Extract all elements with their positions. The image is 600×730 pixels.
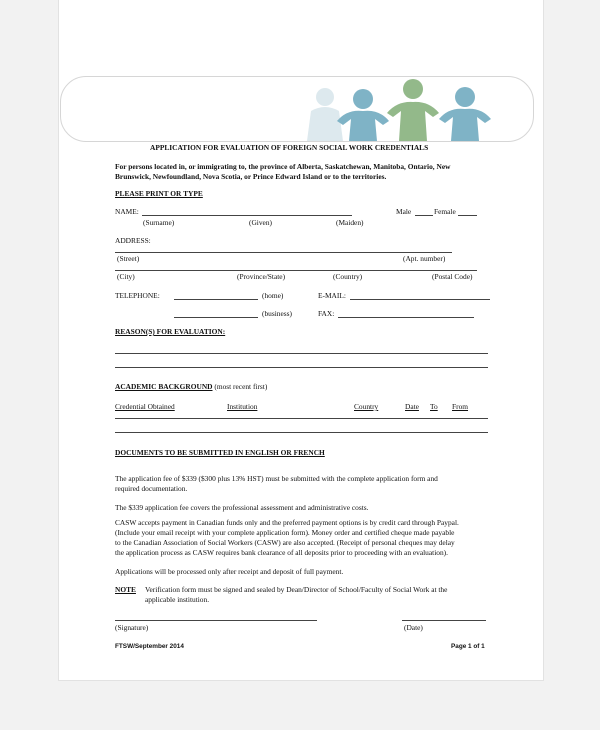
postal-caption: (Postal Code) bbox=[432, 272, 473, 281]
payment-line-3: to the Canadian Association of Social Workers (CASW) are also accepted. (Receipt of personal cheques may delay bbox=[115, 538, 455, 547]
male-label: Male bbox=[396, 207, 412, 216]
academic-heading: ACADEMIC BACKGROUND bbox=[115, 382, 213, 391]
given-caption: (Given) bbox=[249, 218, 272, 227]
signature-field[interactable] bbox=[115, 620, 317, 621]
academic-line-1[interactable] bbox=[115, 418, 488, 419]
people-logo-icon bbox=[61, 77, 533, 141]
print-heading: PLEASE PRINT OR TYPE bbox=[115, 189, 203, 198]
maiden-caption: (Maiden) bbox=[336, 218, 364, 227]
fax-field[interactable] bbox=[338, 317, 474, 318]
telephone-label: TELEPHONE: bbox=[115, 291, 160, 300]
street-field[interactable] bbox=[115, 252, 452, 253]
email-label: E-MAIL: bbox=[318, 291, 346, 300]
date-caption: (Date) bbox=[404, 623, 423, 632]
business-caption: (business) bbox=[262, 309, 292, 318]
col-institution: Institution bbox=[227, 402, 258, 411]
street-caption: (Street) bbox=[117, 254, 140, 263]
payment-line-4: the application process as CASW requires bank clearance of all deposits prior to proceeding with an evaluation). bbox=[115, 548, 448, 557]
fee-line-2: required documentation. bbox=[115, 484, 188, 493]
footer-left: FTSW/September 2014 bbox=[115, 643, 184, 650]
academic-heading-row bbox=[115, 382, 267, 392]
header-banner bbox=[60, 76, 534, 142]
intro-line-1: For persons located in, or immigrating to, the province of Alberta, Saskatchewan, Manitoba, Ontario, New bbox=[115, 162, 451, 171]
fax-label: FAX: bbox=[318, 309, 335, 318]
reasons-line-1[interactable] bbox=[115, 353, 488, 354]
date-field[interactable] bbox=[402, 620, 486, 621]
note-line-2: applicable institution. bbox=[145, 595, 210, 604]
name-field[interactable] bbox=[142, 215, 352, 216]
province-caption: (Province/State) bbox=[237, 272, 286, 281]
business-phone-field[interactable] bbox=[174, 317, 258, 318]
col-country: Country bbox=[354, 402, 379, 411]
footer-page-number: Page 1 of 1 bbox=[451, 643, 485, 650]
city-field[interactable] bbox=[115, 270, 477, 271]
fee-covers: The $339 application fee covers the professional assessment and administrative costs. bbox=[115, 503, 369, 512]
home-phone-field[interactable] bbox=[174, 299, 258, 300]
reasons-line-2[interactable] bbox=[115, 367, 488, 368]
blue-figure bbox=[337, 89, 389, 141]
fee-line-1: The application fee of $339 ($300 plus 13% HST) must be submitted with the complete application form and bbox=[115, 474, 438, 483]
intro-line-2: Brunswick, Newfoundland, Nova Scotia, or Prince Edward Island or to the territories. bbox=[115, 172, 387, 181]
reasons-heading: REASON(S) FOR EVALUATION: bbox=[115, 327, 226, 336]
male-field[interactable] bbox=[415, 215, 433, 216]
female-label: Female bbox=[434, 207, 456, 216]
processing-text: Applications will be processed only after receipt and deposit of full payment. bbox=[115, 567, 344, 576]
signature-caption: (Signature) bbox=[115, 623, 149, 632]
note-label: NOTE bbox=[115, 585, 136, 594]
apt-caption: (Apt. number) bbox=[403, 254, 446, 263]
city-caption: (City) bbox=[117, 272, 135, 281]
col-to: To bbox=[430, 402, 438, 411]
green-figure bbox=[387, 79, 439, 141]
payment-line-1: CASW accepts payment in Canadian funds only and the preferred payment options is by credit card through Paypal. bbox=[115, 518, 459, 527]
academic-note: (most recent first) bbox=[214, 382, 268, 391]
surname-caption: (Surname) bbox=[143, 218, 175, 227]
name-label: NAME: bbox=[115, 207, 139, 216]
address-label: ADDRESS: bbox=[115, 236, 151, 245]
payment-line-2: (Include your email receipt with your complete application form). Money order and certified cheque made payable bbox=[115, 528, 455, 537]
academic-line-2[interactable] bbox=[115, 432, 488, 433]
country-caption: (Country) bbox=[333, 272, 363, 281]
col-from: From bbox=[452, 402, 469, 411]
female-field[interactable] bbox=[458, 215, 477, 216]
blue-figure-right bbox=[439, 87, 491, 141]
home-caption: (home) bbox=[262, 291, 284, 300]
email-field[interactable] bbox=[350, 299, 490, 300]
col-date: Date bbox=[405, 402, 419, 411]
form-title: APPLICATION FOR EVALUATION OF FOREIGN SOCIAL WORK CREDENTIALS bbox=[150, 143, 429, 152]
documents-heading: DOCUMENTS TO BE SUBMITTED IN ENGLISH OR FRENCH bbox=[115, 448, 325, 457]
col-credential: Credential Obtained bbox=[115, 402, 175, 411]
note-line-1: Verification form must be signed and sealed by Dean/Director of School/Faculty of Social Work at the bbox=[145, 585, 448, 594]
